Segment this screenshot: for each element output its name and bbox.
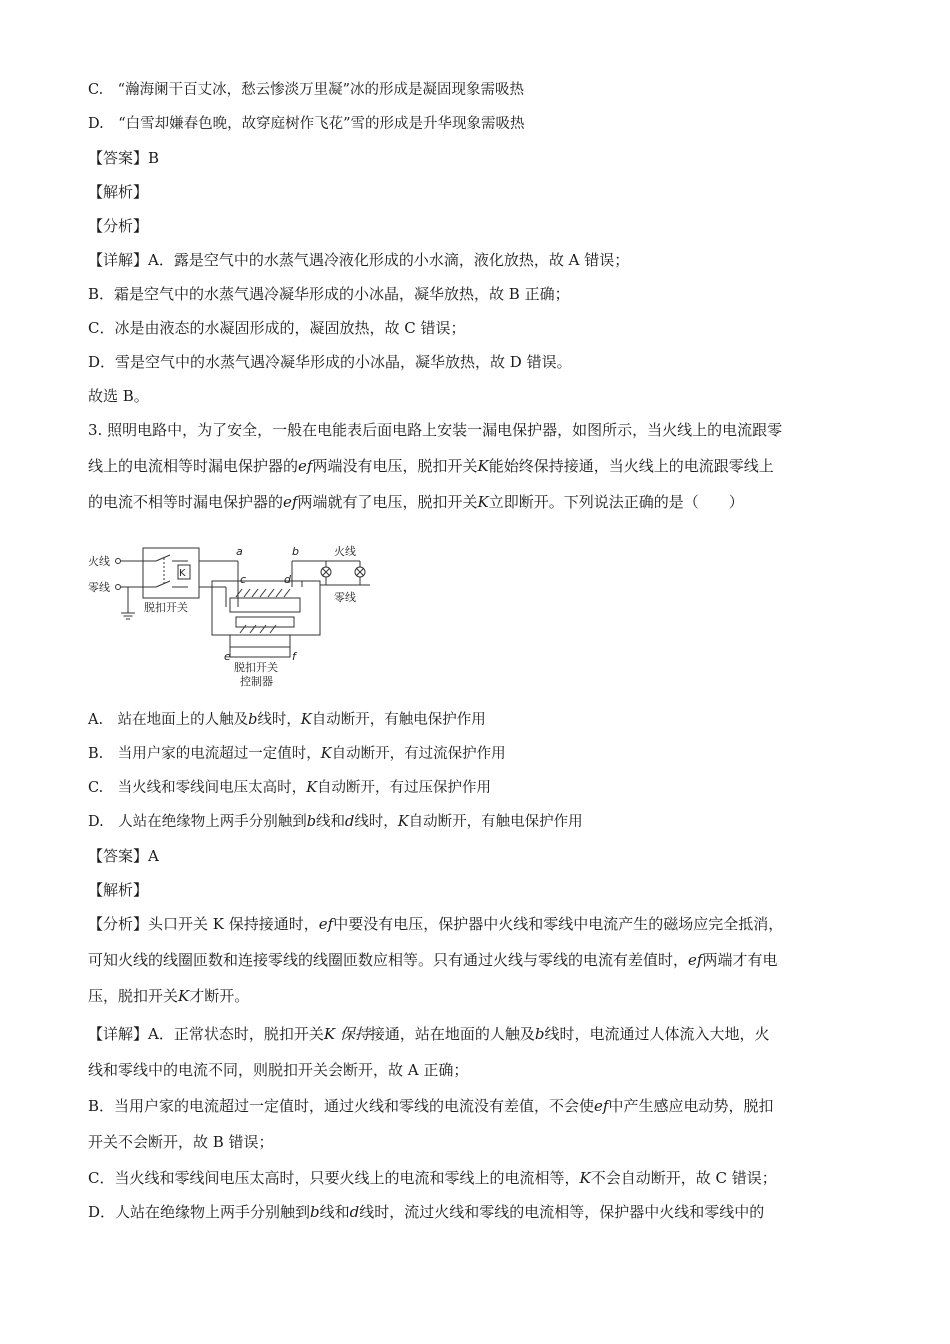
controller-box — [230, 647, 290, 657]
q3-option-b: B. 当用户家的电流超过一定值时，K自动断开，有过流保护作用 — [88, 746, 506, 762]
q3-analysis-heading: 【解析】 — [88, 881, 149, 899]
label-live-right: 火线 — [334, 545, 356, 558]
lower-coil — [240, 625, 276, 633]
q3-stem-line-2: 线上的电流相等时漏电保护器的ef两端没有电压，脱扣开关K能始终保持接通，当火线上的电流跟零线上 — [88, 457, 774, 475]
q3-fenxi-line-3: 压，脱扣开关K才断开。 — [88, 987, 250, 1005]
label-a: a — [236, 545, 243, 558]
label-b: b — [292, 545, 299, 558]
q3-detail-b-line-1: B．当用户家的电流超过一定值时，通过火线和零线的电流没有差值，不会使ef中产生感应电动势，脱扣 — [88, 1097, 774, 1115]
q2-option-d: D. “白雪却嫌春色晚，故穿庭树作飞花”雪的形成是升华现象需吸热 — [88, 116, 525, 132]
label-c: c — [240, 573, 247, 586]
q3-option-c: C. 当火线和零线间电压太高时，K自动断开，有过压保护作用 — [88, 780, 492, 796]
label-controller-line-1: 脱扣开关 — [234, 661, 278, 674]
q2-detail-d: D．雪是空气中的水蒸气遇冷凝华形成的小冰晶，凝华放热，故 D 错误。 — [88, 353, 572, 371]
q3-detail-d: D．人站在绝缘物上两手分别触到b线和d线时，流过火线和零线的电流相等，保护器中火线和零线中的 — [88, 1203, 765, 1221]
trip-switch-box — [143, 548, 199, 598]
label-e: e — [224, 650, 231, 663]
q2-analysis-heading: 【解析】 — [88, 183, 149, 201]
upper-coil — [236, 589, 290, 597]
label-neutral-right: 零线 — [334, 591, 356, 604]
q2-fenxi-heading: 【分析】 — [88, 217, 149, 235]
label-live-left: 火线 — [88, 555, 110, 568]
label-k: K — [179, 568, 186, 579]
q3-detail-a-line-1: 【详解】A．正常状态时，脱扣开关K 保持接通，站在地面的人触及b线时，电流通过人体流入大地，火 — [88, 1025, 770, 1043]
q2-option-c: C. “瀚海阑干百丈冰，愁云惨淡万里凝”冰的形成是凝固现象需吸热 — [88, 82, 525, 98]
q3-answer: 【答案】A — [88, 847, 159, 865]
iron-core — [230, 598, 300, 612]
q2-answer: 【答案】B — [88, 149, 160, 167]
label-f: f — [292, 650, 296, 663]
label-d: d — [284, 573, 291, 586]
q3-stem-line-1: 3. 照明电路中，为了安全，一般在电能表后面电路上安装一漏电保护器，如图所示，当火线上的电流跟零 — [88, 421, 783, 439]
q3-fenxi-line-1: 【分析】头口开关 K 保持接通时，ef中要没有电压，保护器中火线和零线中电流产生的磁场应完全抵消， — [88, 915, 784, 933]
q2-detail-b: B．霜是空气中的水蒸气遇冷凝华形成的小冰晶，凝华放热，故 B 正确； — [88, 285, 570, 303]
q2-detail-a: 【详解】A．露是空气中的水蒸气遇冷液化形成的小水滴，液化放热，故 A 错误； — [88, 251, 630, 269]
lower-core — [236, 617, 294, 627]
q3-detail-a-line-2: 线和零线中的电流不同，则脱扣开关会断开，故 A 正确； — [88, 1061, 469, 1079]
q3-fenxi-line-2: 可知火线的线圈匝数和连接零线的线圈匝数应相等。只有通过火线与零线的电流有差值时，ef两端才有电 — [88, 951, 778, 969]
label-controller-line-2: 控制器 — [240, 675, 273, 688]
neutral-terminal-left — [116, 585, 121, 590]
q3-stem-line-3: 的电流不相等时漏电保护器的ef两端就有了电压，脱扣开关K立即断开。下列说法正确的是（ ） — [88, 493, 744, 511]
q3-option-a: A. 站在地面上的人触及b线时，K自动断开，有触电保护作用 — [88, 712, 486, 728]
label-neutral-left: 零线 — [88, 581, 110, 594]
q2-conclusion: 故选 B。 — [88, 387, 149, 405]
q3-detail-b-line-2: 开关不会断开，故 B 错误； — [88, 1133, 274, 1151]
q2-detail-c: C．冰是由液态的水凝固形成的，凝固放热，故 C 错误； — [88, 319, 466, 337]
leakage-protector-circuit-diagram — [80, 535, 380, 695]
live-terminal-left — [116, 559, 121, 564]
label-trip-switch: 脱扣开关 — [144, 601, 188, 614]
q3-option-d: D. 人站在绝缘物上两手分别触到b线和d线时，K自动断开，有触电保护作用 — [88, 814, 583, 830]
q3-detail-c: C．当火线和零线间电压太高时，只要火线上的电流和零线上的电流相等，K不会自动断开，故 C 错误； — [88, 1169, 777, 1187]
